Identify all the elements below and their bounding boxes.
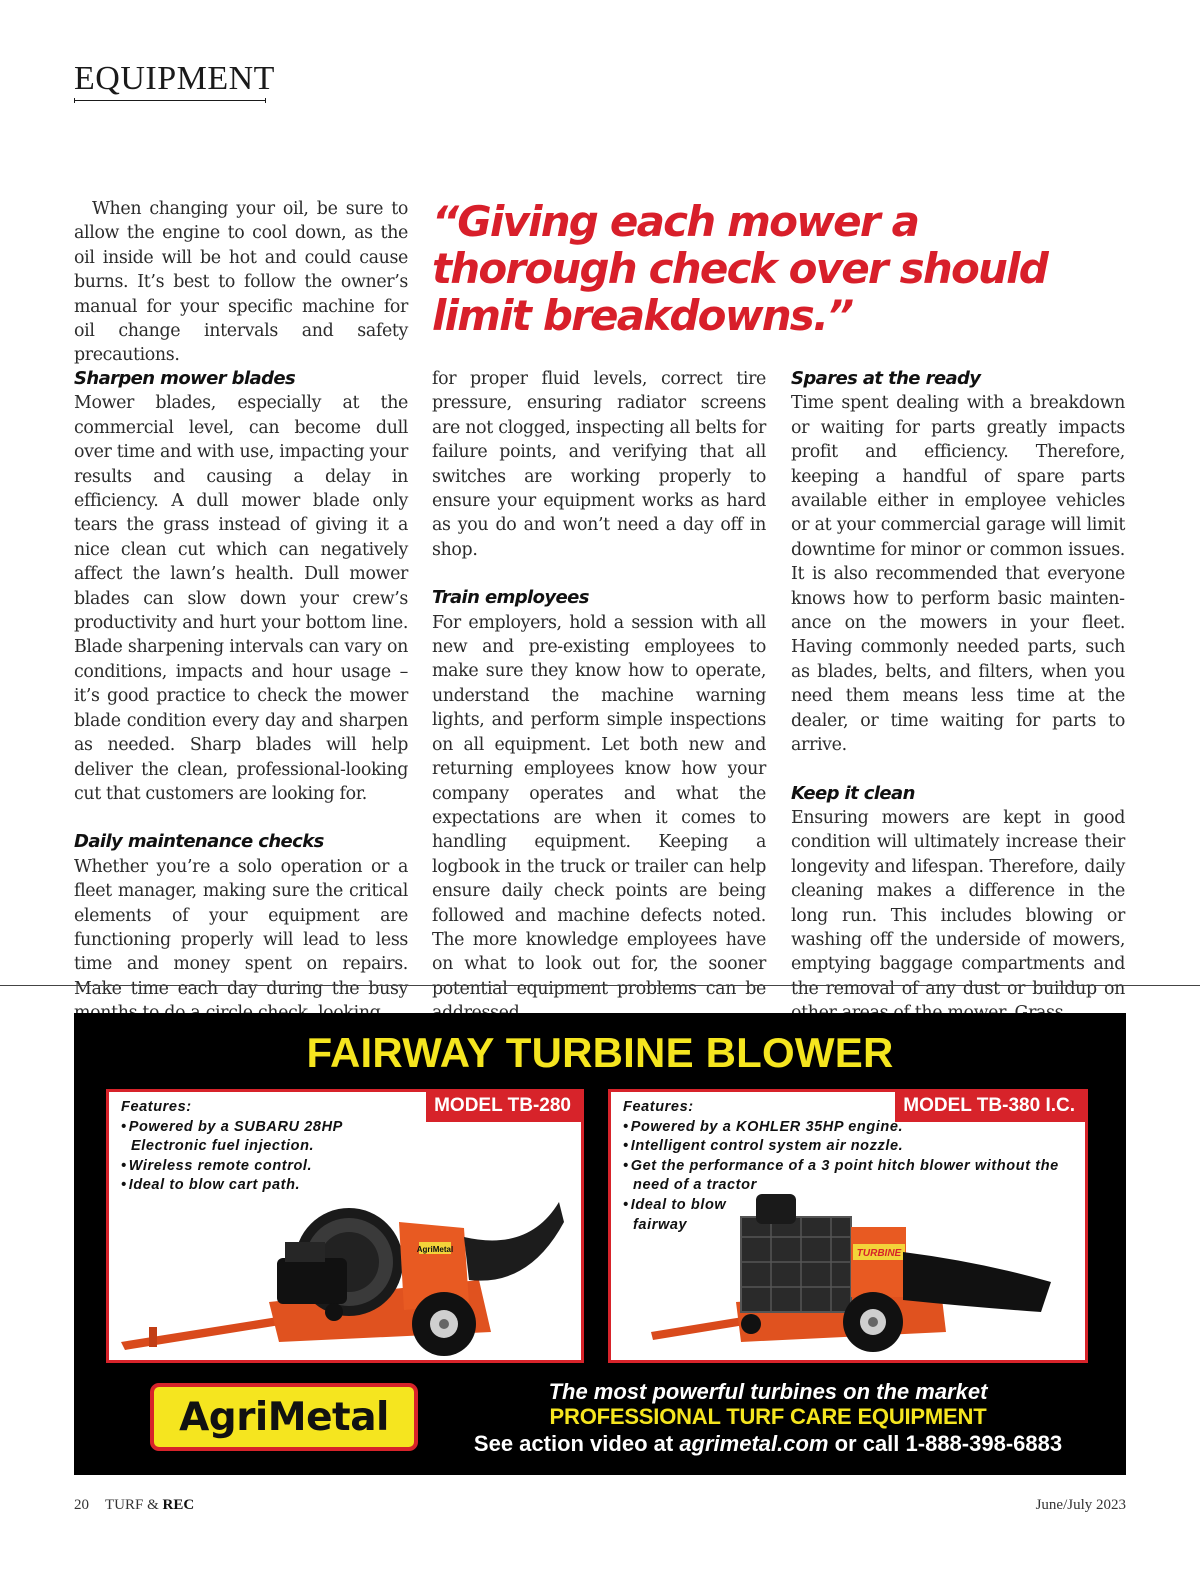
model-badge: MODEL TB-280 — [426, 1092, 581, 1122]
heading-spares: Spares at the ready — [791, 368, 981, 389]
column-2 — [432, 367, 766, 1026]
paragraph-train-employees: For employers, hold a session with all new and pre-existing employees to make sure they know how to operate, understand the machine warning lights, and perform simple inspections on all equipment. Let both new and returning employees know how your company operates and what the expectations are when it comes to handling equipment. Keeping a logbook in the truck or trailer can help ensure daily check points are being followed and machine defects noted. The more knowledge employees have on what to look out for, the sooner potential equipment problems can be — [432, 612, 766, 999]
feature-item: • Intelligent control system air nozzle. — [623, 1137, 1063, 1157]
heading-daily-checks: Daily maintenance checks — [74, 831, 324, 853]
publication-name: TURF & — [105, 1497, 163, 1513]
ad-divider — [0, 985, 1200, 986]
pull-quote: “Giving each mower a thorough check over should limit breakdowns.” — [432, 197, 1047, 340]
machine-label: AgriMetal — [416, 1245, 454, 1254]
feature-item: • Get the performance of a 3 point hitch blower without the need of a tractor — [623, 1157, 1063, 1196]
machine-label: TURBINE — [856, 1248, 902, 1259]
tagline-contact — [434, 1429, 1102, 1459]
column-1-intro — [74, 197, 408, 368]
website-link[interactable]: agrimetal.com — [679, 1431, 829, 1456]
section-title-rule — [74, 100, 266, 101]
tagline-subhead: PROFESSIONAL TURF CARE EQUIPMENT — [549, 1404, 987, 1429]
paragraph-spares: Time spent dealing with a breakdown or waiting for parts greatly impacts profit and efficiency. Therefore, keeping a handful of spare parts available either in employee vehicles or at your commercial garage will limit downtime for minor or common issues. It is also recommended that everyone knows how to perform basic maintenance on the mowers in your fleet. Having commonly needed parts, such as blades, belts, and filters, when you need them means less time at the dealer, or time waiting for parts to arrive. — [791, 393, 1125, 756]
product-panel-tb280 — [106, 1089, 584, 1363]
feature-item: • Wireless remote control. — [121, 1157, 421, 1177]
paragraph-gap — [432, 562, 766, 586]
paragraph-keep-clean: Ensuring mowers are kept in good condition will ultimately increase their longevity and lifespan. Therefore, daily cleaning makes a difference in the long run. This includes blowing or washing off the underside of mowers, emptying baggage compartments and the removal of any dust or buildup on — [791, 807, 1125, 999]
heading-train-employees: Train employees — [432, 587, 589, 609]
feature-item: • Ideal to blow fairway — [623, 1196, 733, 1235]
paragraph-daily-checks-cont: for proper fluid levels, correct tire pressure, ensuring radiator screens are not clogged, inspecting all belts for failure points, and verifying that all switches are working properly to ensure your equipment works as hard as you do and won’t need a day off in shop. — [432, 369, 766, 560]
tagline-headline: The most powerful turbines on the market — [548, 1379, 988, 1404]
heading-keep-clean: Keep it clean — [791, 782, 915, 804]
ad-title: FAIRWAY TURBINE BLOWER — [306, 1029, 894, 1076]
ad-tagline — [434, 1379, 1102, 1459]
publication-name-bold: REC — [162, 1497, 195, 1513]
advertisement[interactable] — [74, 1013, 1126, 1475]
agrimetal-logo[interactable]: AgriMetal — [150, 1383, 418, 1451]
model-badge: MODEL TB-380 I.C. — [895, 1092, 1085, 1122]
features-label: Features: — [623, 1099, 694, 1115]
paragraph-gap — [74, 806, 408, 830]
column-1 — [74, 367, 408, 1026]
paragraph-sharpen-blades: Mower blades, especially at the commercial level, can become dull over time and with use, impacting your results and causing a delay in efficiency. A dull mower blade only tears the grass instead of giving it a nice clean cut which can negatively affect the lawn’s health. Dull mower blades can slow down your crew’s productivity and hurt your bottom line. Blade sharpening intervals can vary on conditions, impacts and hour usage – it’s good practice to check the mower blade condition every day and sharpen as needed. Sharp blades will help deliver the clean, professional-looking cut that customers are looking for. — [74, 393, 408, 804]
issue-date: June/July 2023 — [1035, 1497, 1126, 1513]
intro-paragraph: When changing your oil, be sure to allow the engine to cool down, as the oil inside will be hot and could cause burns. It’s best to follow the owner’s manual for your specific machine for oil change intervals and safety precautions. — [74, 199, 408, 366]
feature-item: • Powered by a SUBARU 28HP Electronic fuel injection. — [121, 1118, 421, 1157]
features-label: Features: — [121, 1099, 192, 1115]
product-panel-tb380 — [608, 1089, 1088, 1363]
contact-text-pre: See action video at — [473, 1431, 680, 1456]
footer-left — [74, 1497, 194, 1514]
feature-item: • Ideal to blow cart path. — [121, 1176, 421, 1196]
blower-tb280-image — [119, 1192, 569, 1357]
paragraph-daily-checks: Whether you’re a solo operation or a fleet manager, making sure the critical elements of your equipment are functioning properly will lead to less time and money spent on repairs. Make time each day during the busy — [74, 856, 408, 999]
feature-item: • Powered by a KOHLER 35HP engine. — [623, 1118, 1063, 1138]
heading-sharpen-blades: Sharpen mower blades — [74, 368, 296, 389]
section-title: EQUIPMENT — [74, 60, 275, 97]
page-number: 20 — [74, 1497, 89, 1513]
blower-tb380-image — [641, 1182, 1081, 1360]
paragraph-gap — [791, 758, 1125, 782]
feature-list — [121, 1098, 421, 1196]
contact-phone: or call 1-888-398-6883 — [828, 1431, 1063, 1456]
column-3 — [791, 367, 1125, 1026]
